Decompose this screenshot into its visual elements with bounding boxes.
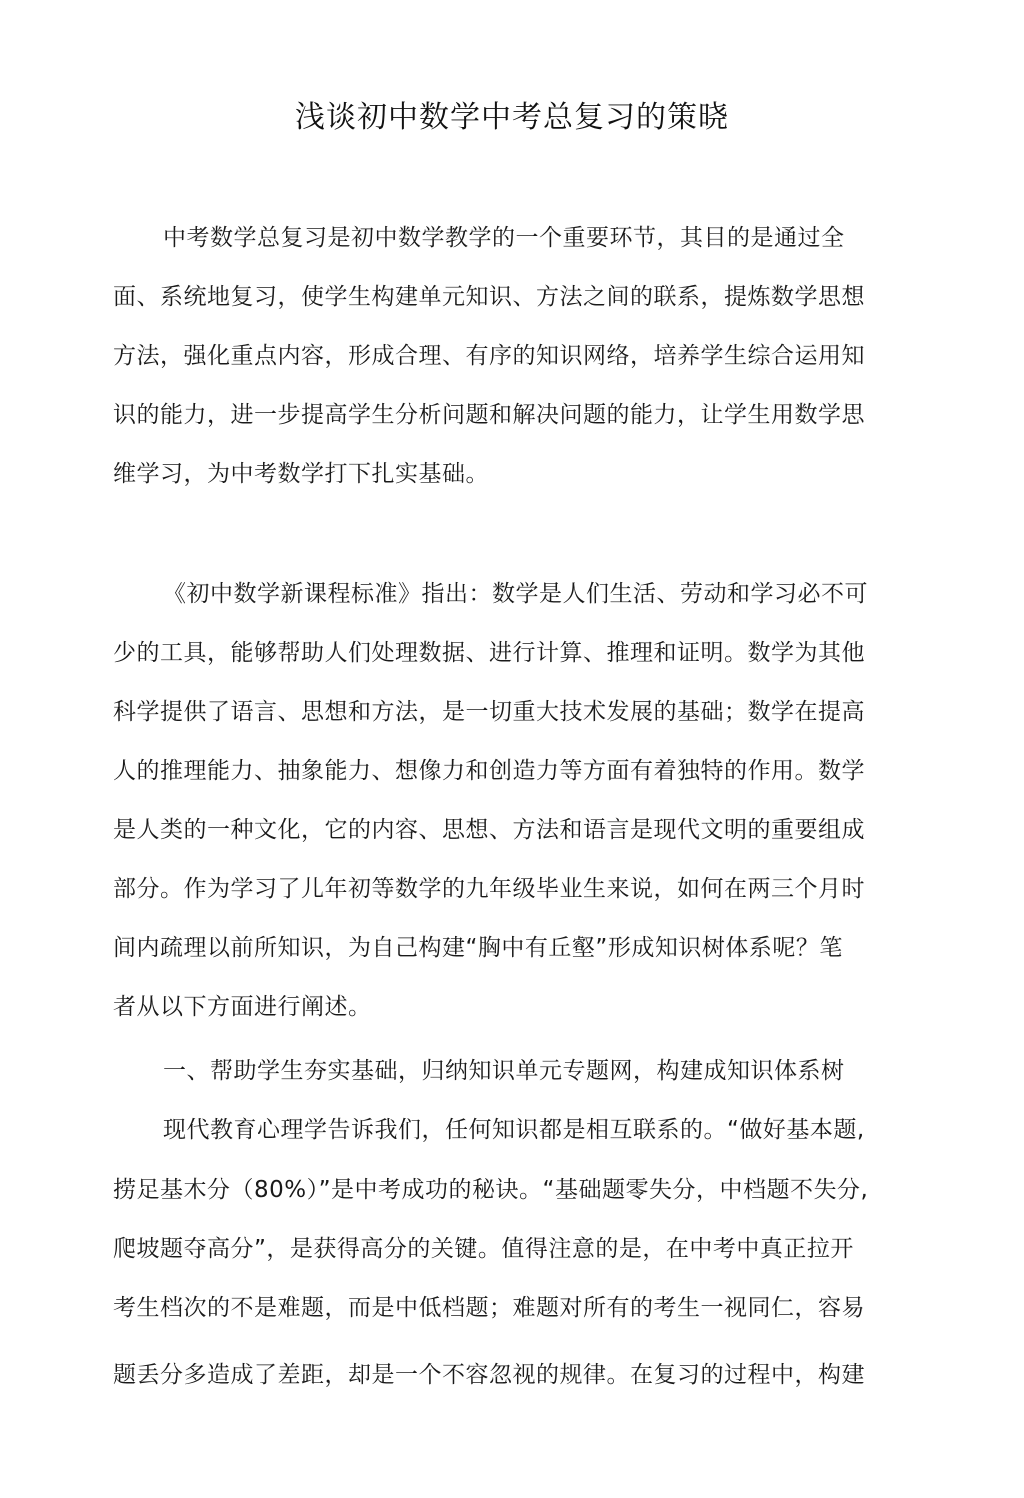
paragraph-line: 面、系统地复习，使学生构建单元知识、方法之间的联系，提炼数学思想 [113, 284, 865, 310]
paragraph-line: 捞足基木分（80%）”是中考成功的秘诀。“基础题零失分，中档题不失分, [113, 1177, 869, 1203]
paragraph-line: 维学习，为中考数学打下扎实基础。 [113, 461, 489, 487]
paragraph-line: 中考数学总复习是初中数学教学的一个重要环节，其目的是通过全 [163, 225, 845, 251]
paragraph-line: 题丢分多造成了差距，却是一个不容忽视的规律。在复习的过程中，构建 [113, 1362, 865, 1388]
paragraph-line: 科学提供了语言、思想和方法，是一切重大技术发展的基础；数学在提高 [113, 699, 865, 725]
paragraph-line: 人的推理能力、抽象能力、想像力和创造力等方面有着独特的作用。数学 [113, 758, 865, 784]
paragraph-line: 方法，强化重点内容，形成合理、有序的知识网络，培养学生综合运用知 [113, 343, 865, 369]
paragraph-line: 少的工具，能够帮助人们处理数据、进行计算、推理和证明。数学为其他 [113, 640, 865, 666]
paragraph-line: 爬坡题夺高分”，是获得高分的关键。值得注意的是，在中考中真正拉开 [113, 1236, 854, 1262]
paragraph-line: 部分。作为学习了儿年初等数学的九年级毕业生来说，如何在两三个月时 [113, 876, 865, 902]
paragraph-line: 《初中数学新课程标准》指出：数学是人们生活、劳动和学习必不可 [163, 581, 868, 607]
paragraph-line: 是人类的一种文化，它的内容、思想、方法和语言是现代文明的重要组成 [113, 817, 865, 843]
section-heading: 一、帮助学生夯实基础，归纳知识单元专题网，构建成知识体系树 [163, 1058, 845, 1084]
paragraph-line: 现代教育心理学告诉我们，任何知识都是相互联系的。“做好基本题, [163, 1117, 865, 1143]
paragraph-line: 识的能力，进一步提高学生分析问题和解决问题的能力，让学生用数学思 [113, 402, 865, 428]
paragraph-line: 者从以下方面进行阐述。 [113, 994, 372, 1020]
document-title: 浅谈初中数学中考总复习的策晓 [295, 100, 729, 135]
paragraph-line: 考生档次的不是难题，而是中低档题；难题对所有的考生一视同仁，容易 [113, 1295, 865, 1321]
paragraph-line: 间内疏理以前所知识，为自己构建“胸中有丘壑”形成知识树体系呢？笔 [113, 935, 843, 961]
